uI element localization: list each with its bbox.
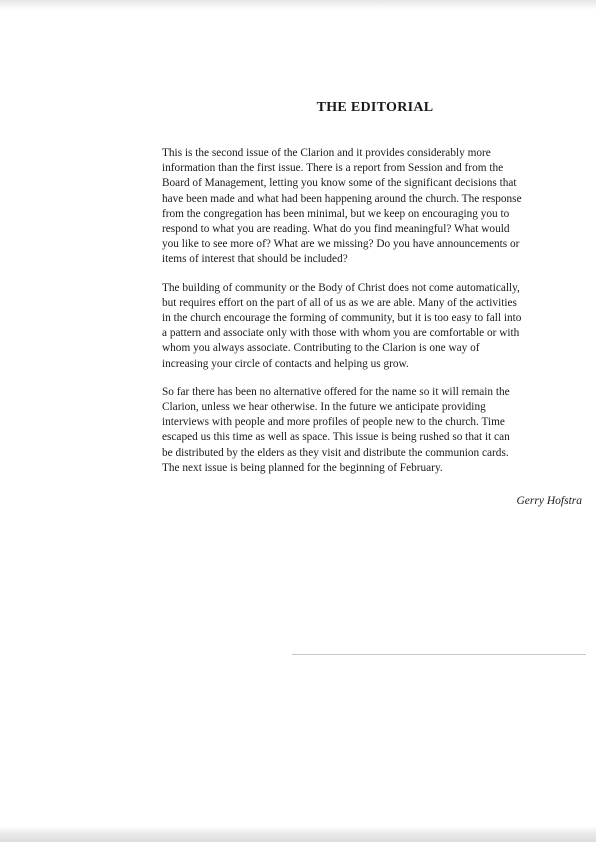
editorial-signature: Gerry Hofstra	[516, 495, 582, 507]
horizontal-rule	[292, 654, 586, 655]
editorial-paragraph-3: So far there has been no alternative offered for the name so it will remain the Clarion, unless we hear otherwise. In the future we anticipate providing interviews with people and more profiles of people new to the church. Time escaped us this time as well as space. This issue is being rushed so that it can be distributed by the elders as they visit and distribute the communion cards. The next issue is being planned for the beginning of February.	[162, 385, 510, 474]
editorial-paragraph-1: This is the second issue of the Clarion and it provides considerably more information than the first issue. There is a report from Session and from the Board of Management, letting you know some of the significant decisions that have been made and what had been happening around the church. The response from the congregation has been minimal, but we keep on encouraging you to respond to what you are reading. What do you find meaningful? What would you like to see more of? What are we missing? Do you have announcements or items of interest that should be included?	[162, 147, 522, 266]
editorial-paragraph-2: The building of community or the Body of Christ does not come automatically, but requires effort on the part of all of us as we are able. Many of the activities in the church encourage the forming of community, but it is too easy to fall into a pattern and associate only with those with whom you are comfortable or with whom you always associate. Contributing to the Clarion is one way of increasing your circle of contacts and helping us grow.	[162, 281, 522, 370]
scan-edge-bottom	[0, 826, 596, 842]
editorial-title: THE EDITORIAL	[316, 100, 434, 115]
editorial-body	[162, 146, 590, 489]
scan-edge-top	[0, 0, 596, 10]
